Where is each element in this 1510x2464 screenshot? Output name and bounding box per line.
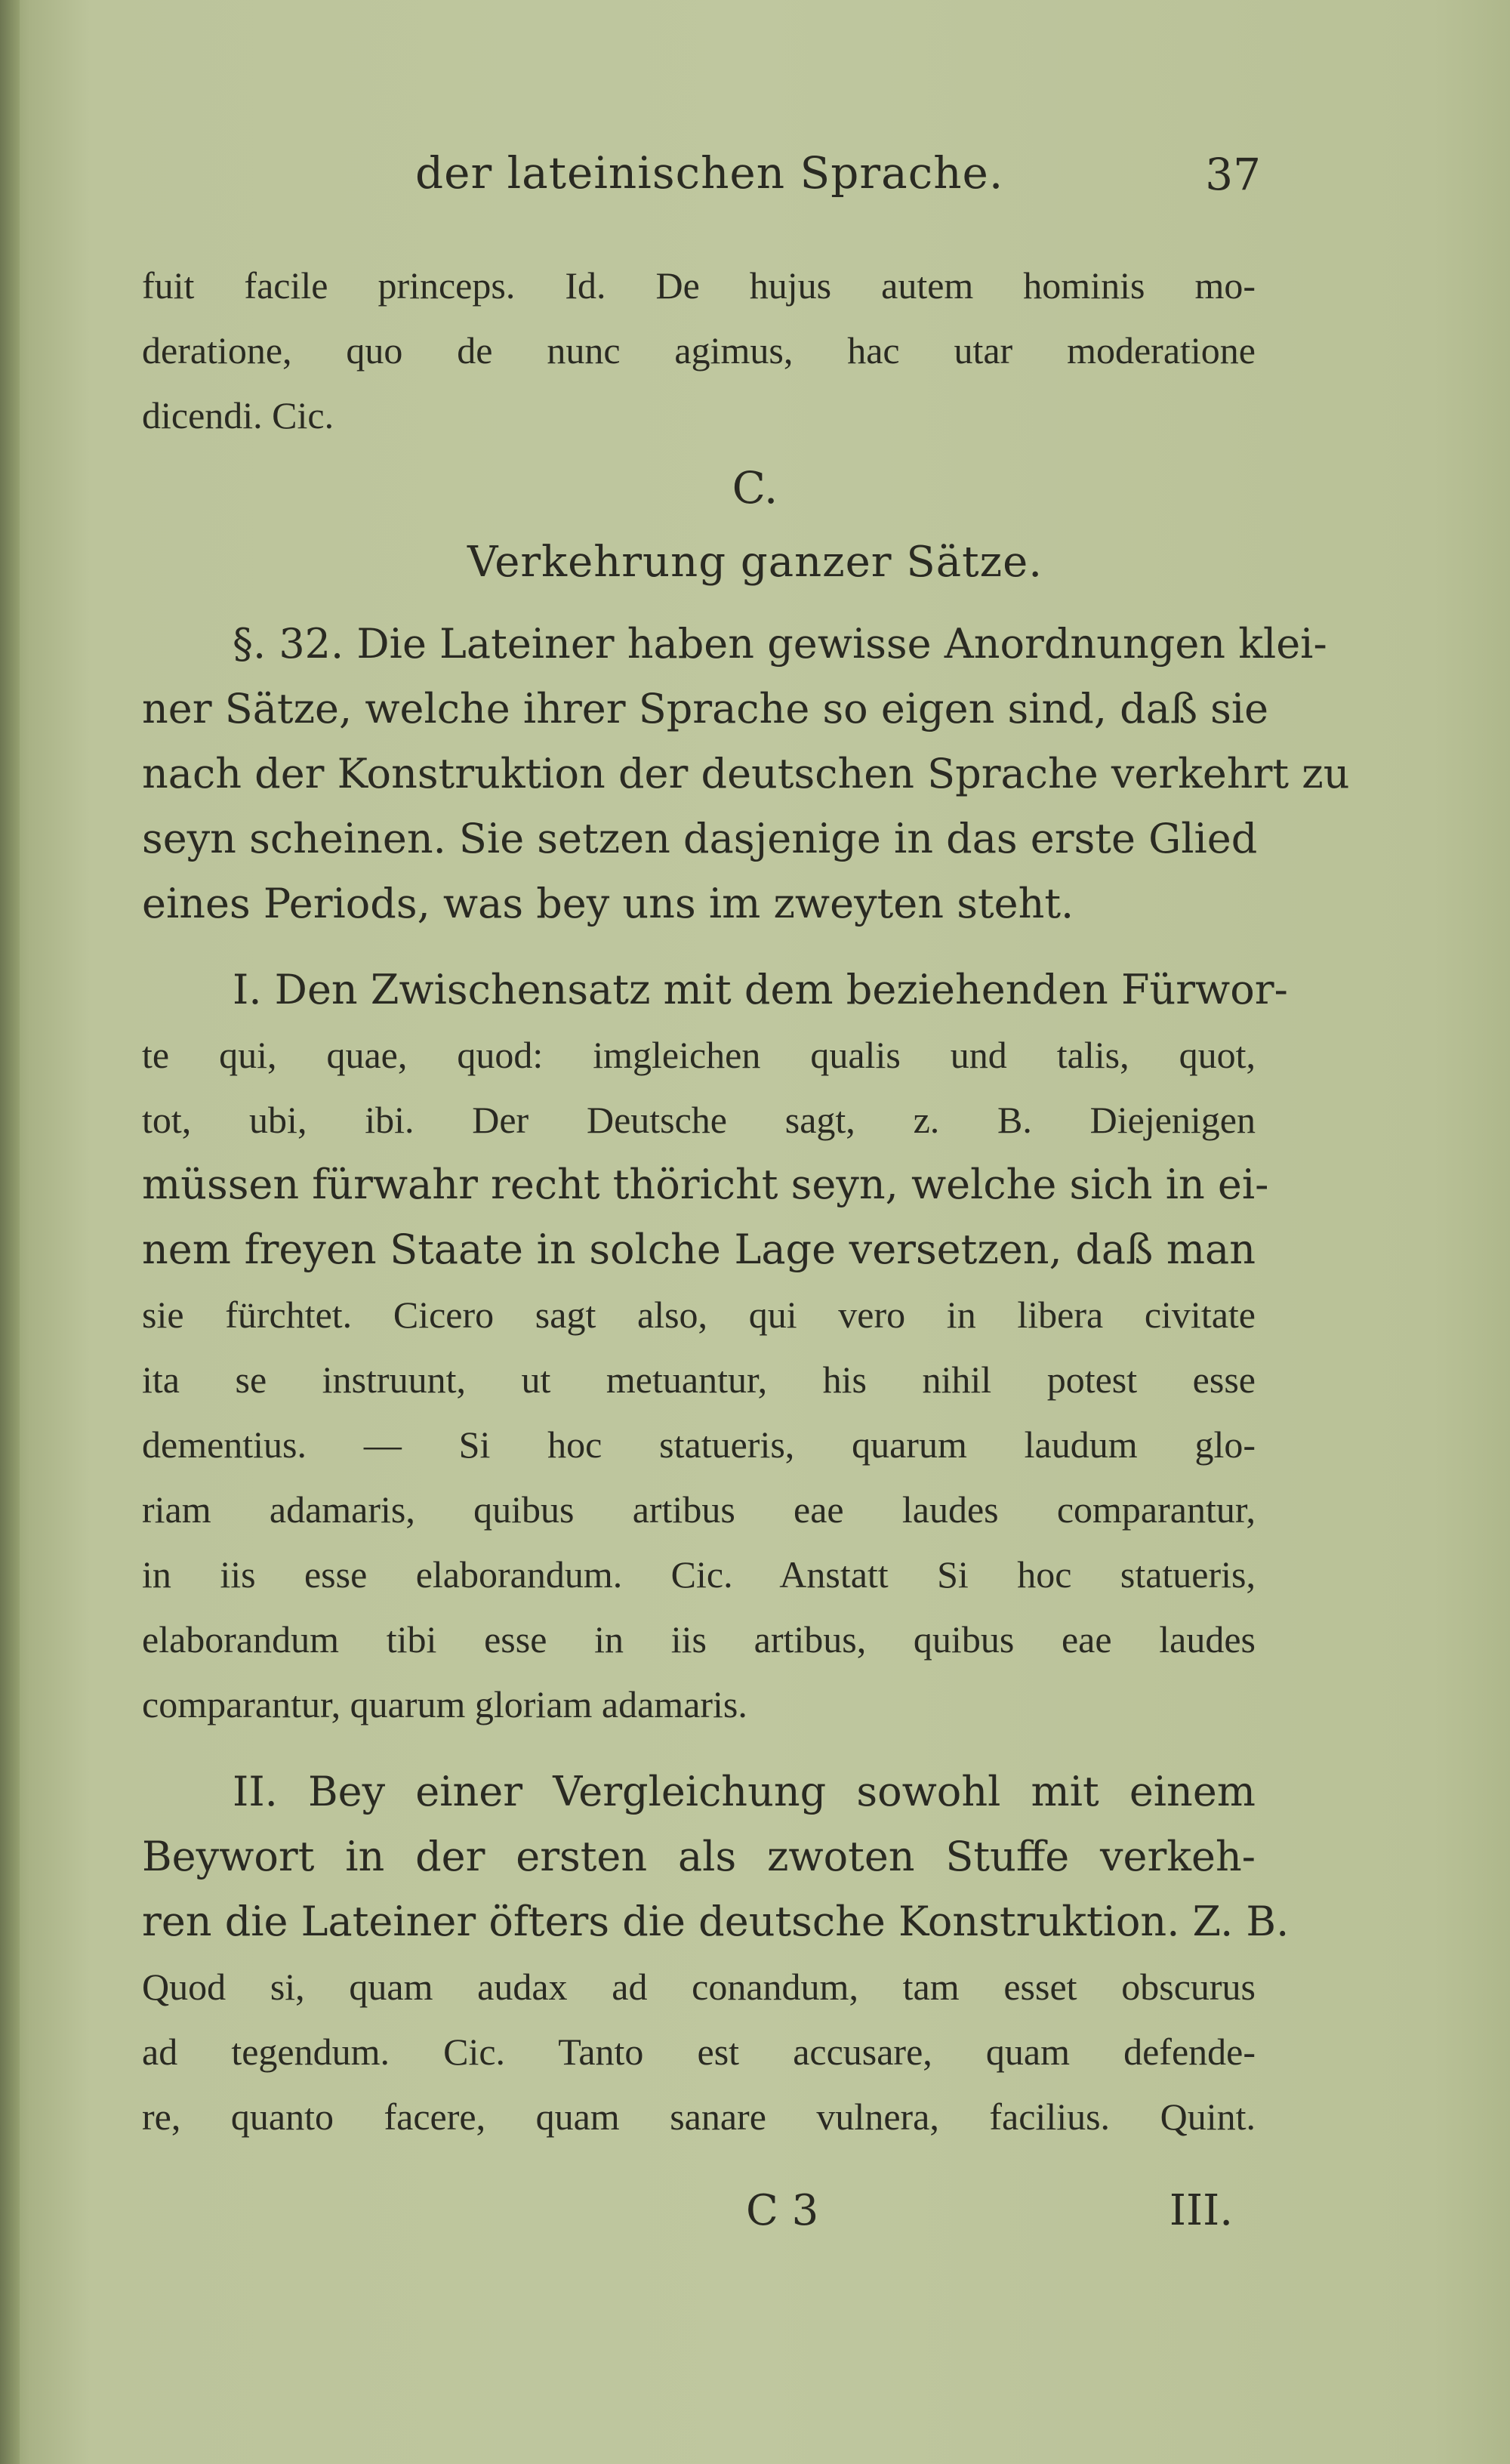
text-line: müssen fürwahr recht thöricht seyn, welche sich in ei- bbox=[142, 1161, 1269, 1208]
text-line: dementius. — Si hoc statueris, quarum laudum glo- bbox=[142, 1423, 1256, 1466]
page-footer bbox=[142, 2186, 1256, 2247]
paragraph-continuation bbox=[142, 253, 1256, 448]
text-line: §. 32. Die Lateiner haben gewisse Anordnungen klei- bbox=[233, 620, 1327, 668]
text-line: re, quanto facere, quam sanare vulnera, facilius. Quint. bbox=[142, 2095, 1256, 2138]
text-line: in iis esse elaborandum. Cic. Anstatt Si hoc statueris, bbox=[142, 1553, 1256, 1596]
text-line: nach der Konstruktion der deutschen Sprache verkehrt zu bbox=[142, 750, 1350, 797]
section-letter: C. bbox=[732, 462, 778, 513]
page-number: 37 bbox=[1205, 149, 1261, 200]
running-head: der lateinischen Sprache. bbox=[415, 147, 1004, 199]
paragraph-I bbox=[142, 958, 1288, 1737]
text-line: elaborandum tibi esse in iis artibus, quibus eae laudes bbox=[142, 1618, 1256, 1661]
text-line: riam adamaris, quibus artibus eae laudes comparantur, bbox=[142, 1488, 1256, 1531]
section-title: Verkehrung ganzer Sätze. bbox=[467, 538, 1043, 587]
text-line: seyn scheinen. Sie setzen dasjenige in das erste Glied bbox=[142, 815, 1258, 862]
text-line: fuit facile princeps. Id. De hujus autem hominis mo- bbox=[142, 264, 1256, 307]
text-line: Beywort in der ersten als zwoten Stuffe verkeh- bbox=[142, 1833, 1256, 1880]
text-line: tot, ubi, ibi. Der Deutsche sagt, z. B. Diejenigen bbox=[142, 1099, 1256, 1141]
text-line: eines Periods, was bey uns im zweyten steht. bbox=[142, 880, 1074, 927]
paragraph-32 bbox=[142, 612, 1350, 936]
text-line: te qui, quae, quod: imgleichen qualis und talis, quot, bbox=[142, 1034, 1256, 1076]
text-line: deratione, quo de nunc agimus, hac utar moderatione bbox=[142, 329, 1256, 372]
text-line: Quod si, quam audax ad conandum, tam esset obscurus bbox=[142, 1966, 1256, 2008]
page-header bbox=[143, 147, 1261, 208]
text-line: comparantur, quarum gloriam adamaris. bbox=[142, 1683, 747, 1725]
text-line: ad tegendum. Cic. Tanto est accusare, quam defende- bbox=[142, 2031, 1256, 2073]
text-line: nem freyen Staate in solche Lage versetzen, daß man bbox=[142, 1226, 1256, 1273]
text-line: ita se instruunt, ut metuantur, his nihil potest esse bbox=[142, 1358, 1256, 1401]
text-line: dicendi. Cic. bbox=[142, 394, 334, 436]
text-line: ner Sätze, welche ihrer Sprache so eigen sind, daß sie bbox=[142, 685, 1269, 732]
text-line: II. Bey einer Vergleichung sowohl mit einem bbox=[233, 1768, 1256, 1815]
text-line: sie fürchtet. Cicero sagt also, qui vero in libera civitate bbox=[142, 1294, 1256, 1336]
signature-mark: C 3 bbox=[746, 2186, 819, 2235]
text-line: ren die Lateiner öfters die deutsche Konstruktion. Z. B. bbox=[142, 1898, 1290, 1945]
catchword: III. bbox=[1169, 2186, 1233, 2235]
page-edge bbox=[0, 0, 20, 2464]
paragraph-II bbox=[142, 1759, 1290, 2149]
text-line: I. Den Zwischensatz mit dem beziehenden Fürwor- bbox=[233, 966, 1288, 1013]
